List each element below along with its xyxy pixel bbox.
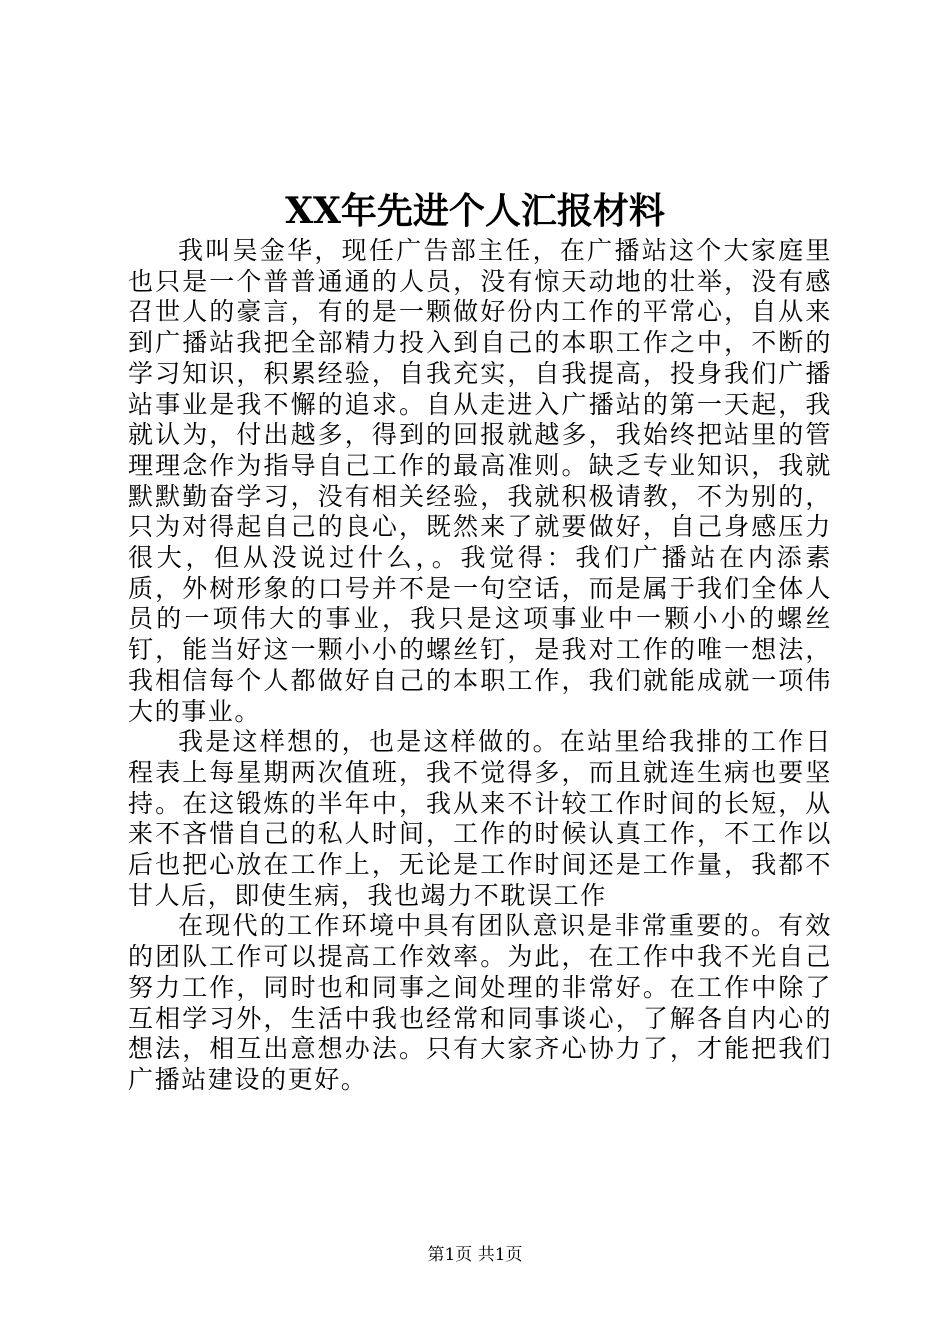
document-body (128, 236, 832, 1096)
paragraph-1: 我叫吴金华，现任广告部主任，在广播站这个大家庭里也只是一个普普通通的人员，没有惊天动地的壮举，没有感召世人的豪言，有的是一颗做好份内工作的平常心，自从来到广播站我把全部精力投入到自己的本职工作之中，不断的学习知识，积累经验，自我充实，自我提高，投身我们广播站事业是我不懈的追求。自从走进入广播站的第一天起，我就认为，付出越多，得到的回报就越多，我始终把站里的管理理念作为指导自己工作的最高准则。缺乏专业知识，我就默默勤奋学习，没有相关经验，我就积极请教，不为别的，只为对得起自己的良心，既然来了就要做好，自己身感压力很大，但从没说过什么，。我觉得：我们广播站在内添素质，外树形象的口号并不是一句空话，而是属于我们全体人员的一项伟大的事业，我只是这项事业中一颗小小的螺丝钉，能当好这一颗小小的螺丝钉，是我对工作的唯一想法，我相信每个人都做好自己的本职工作，我们就能成就一项伟大的事业。 (128, 236, 832, 726)
document-title: XX年先进个人汇报材料 (285, 190, 665, 232)
paragraph-3: 在现代的工作环境中具有团队意识是非常重要的。有效的团队工作可以提高工作效率。为此，在工作中我不光自己努力工作，同时也和同事之间处理的非常好。在工作中除了互相学习外，生活中我也经常和同事谈心，了解各自内心的想法，相互出意想办法。只有大家齐心协力了，才能把我们广播站建设的更好。 (128, 911, 832, 1094)
page-number-footer: 第1页 共1页 (427, 1245, 523, 1265)
paragraph-2: 我是这样想的，也是这样做的。在站里给我排的工作日程表上每星期两次值班，我不觉得多，而且就连生病也要坚持。在这锻炼的半年中，我从来不计较工作时间的长短，从来不吝惜自己的私人时间，工作的时候认真工作，不工作以后也把心放在工作上，无论是工作时间还是工作量，我都不甘人后，即使生病，我也竭力不耽误工作 (128, 727, 832, 910)
